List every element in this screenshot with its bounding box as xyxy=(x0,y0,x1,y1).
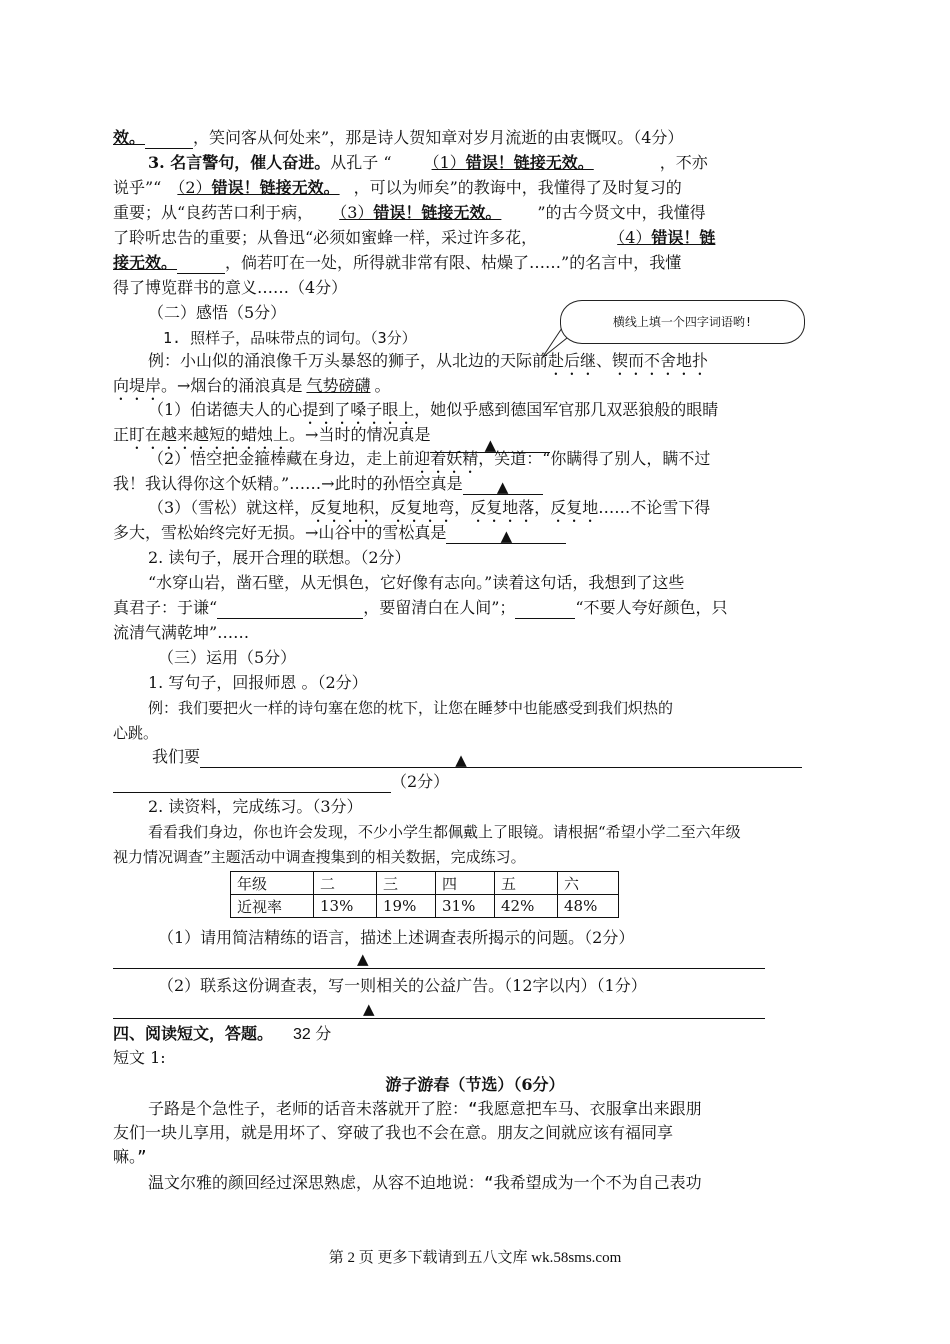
hint-bubble: 横线上填一个四字词语哟! xyxy=(560,300,805,344)
dotted-text: 反复地积 xyxy=(310,498,375,517)
poem-text: ，笑问客从何处来”，那是诗人贺知章对岁月流逝的由衷慨叹。（4分） xyxy=(193,128,684,147)
q3-text: ，不亦 xyxy=(659,153,708,172)
dotted-text: 反复地 xyxy=(550,498,599,517)
table-cell: 48% xyxy=(558,895,619,918)
answer-blank[interactable] xyxy=(177,255,225,274)
dotted-text: 向堤岸 xyxy=(113,376,162,395)
q3-text: ”的古今贤文中，我懂得 xyxy=(537,203,706,222)
q3-text: 重要；从“良药苦口利于病， xyxy=(113,203,314,222)
item-text: ，她似乎感到德国军官那几双恶狼般的眼睛 xyxy=(414,400,719,419)
item-text: ， xyxy=(374,498,391,517)
blank-1[interactable] xyxy=(392,153,660,172)
triangle-marker: ▲ xyxy=(363,1000,375,1018)
table-cell: 二 xyxy=(314,872,377,895)
sub-question-1: （1）请用简洁精练的语言，描述上述调查表所揭示的问题。（2分） xyxy=(158,928,635,947)
example-answer: 气势磅礴 xyxy=(306,376,371,395)
q1-prompt: 1. 写句子，回报师恩 。（2分） xyxy=(148,673,368,692)
error-text: 效。 xyxy=(113,128,146,147)
we-line xyxy=(152,746,802,768)
table-row xyxy=(231,895,619,918)
q2-text: ，要留清白在人间”； xyxy=(363,598,516,617)
blank-number: （1） xyxy=(431,153,466,172)
triangle-marker: ▲ xyxy=(484,436,497,454)
q1-prompt: 1. 照样子，品味带点的词句。（3分） xyxy=(163,329,417,347)
q3-heading: 3. 名言警句，催人奋进。 xyxy=(148,153,331,172)
error-text: 错误！链 xyxy=(651,228,716,247)
dotted-text: 迎着妖精 xyxy=(414,449,479,468)
item-text: 正 xyxy=(113,425,130,444)
table-cell: 六 xyxy=(558,872,619,895)
error-text: 接无效。 xyxy=(113,253,178,272)
section-title: 四、阅读短文，答题。 xyxy=(113,1024,274,1043)
dotted-text: 盯在越来越短的蜡烛上 xyxy=(129,425,290,444)
passage-line: 子路是个急性子，老师的话音未落就开了腔：“我愿意把车马、衣服拿出来跟朋 xyxy=(148,1099,702,1118)
score-text: （2分） xyxy=(391,772,450,791)
table-cell: 42% xyxy=(495,895,558,918)
blank-2[interactable] xyxy=(161,178,353,197)
q3-line-2 xyxy=(113,177,682,199)
answer-line[interactable] xyxy=(113,1018,765,1019)
we-text: 我们要 xyxy=(152,747,201,766)
item-text: ……不论雪下得 xyxy=(598,498,711,517)
table-cell: 近视率 xyxy=(231,895,314,918)
item-3-line-2 xyxy=(113,522,566,544)
blank-number: （2） xyxy=(177,178,212,197)
example-line-1: 例：我们要把火一样的诗句塞在您的枕下，让您在睡梦中也能感受到我们炽热的 xyxy=(148,699,674,717)
item-text: 多大，雪松始终完好无损。→山谷中的雪松真是 xyxy=(113,523,447,542)
q3-text: ，可以为师矣”的教诲中，我懂得了及时复习的 xyxy=(353,178,682,197)
item-2-line-2 xyxy=(113,473,543,495)
q2-line-3: 流清气满乾坤”…… xyxy=(113,623,250,642)
answer-line[interactable] xyxy=(113,968,765,969)
table-cell: 31% xyxy=(436,895,495,918)
passage-line: 温文尔雅的颜回经过深思熟虑，从容不迫地说：“我希望成为一个不为自己表功 xyxy=(148,1173,702,1192)
section-score: 32 分 xyxy=(293,1026,332,1043)
q2-text: “不要人夸好颜色，只 xyxy=(575,598,728,617)
item-text: ，笑道：“你瞒得了别人，瞒不过 xyxy=(478,449,711,468)
dotted-text: 反复地弯 xyxy=(390,498,455,517)
blank-4[interactable] xyxy=(537,228,715,247)
q3-text: 从孔子 “ xyxy=(330,153,392,172)
passage-line: 友们一块儿享用，就是用坏了、穿破了我也不会在意。朋友之间就应该有福同享 xyxy=(113,1123,674,1142)
triangle-marker: ▲ xyxy=(500,527,513,545)
q3-line-5 xyxy=(113,252,681,274)
we-line-2 xyxy=(113,771,449,793)
q3-text: 了聆听忠告的重要；从鲁迅“必须如蜜蜂一样，采过许多花， xyxy=(113,228,538,247)
q3-line-3 xyxy=(113,202,706,224)
passage-line: 嘛。” xyxy=(113,1147,147,1166)
dotted-text: 赴后继、锲而不舍地扑 xyxy=(548,351,709,370)
q3-text: 说乎”“ xyxy=(113,178,162,197)
material-line-2: 视力情况调查”主题活动中调查搜集到的相关数据，完成练习。 xyxy=(113,848,526,866)
answer-blank[interactable] xyxy=(446,525,566,544)
answer-blank[interactable] xyxy=(515,600,575,619)
poem-line xyxy=(113,127,683,149)
table-header-row xyxy=(231,872,619,895)
triangle-marker: ▲ xyxy=(357,950,369,968)
item-text: ， xyxy=(534,498,551,517)
table-cell: 五 xyxy=(495,872,558,895)
survey-table xyxy=(230,871,619,918)
answer-blank[interactable] xyxy=(200,749,802,768)
answer-blank[interactable] xyxy=(217,600,363,619)
item-text: 我！我认得你这个妖精。”……→此时的孙悟空真是 xyxy=(113,474,463,493)
item-text: （2）悟空把金箍棒藏在身边，走上前 xyxy=(148,449,415,468)
dotted-text: 反复地落 xyxy=(470,498,535,517)
passage-title: 游子游春（节选）（6分） xyxy=(385,1075,565,1094)
triangle-marker: ▲ xyxy=(496,478,509,496)
table-cell: 19% xyxy=(377,895,436,918)
q2-text: 真君子：于谦“ xyxy=(113,598,218,617)
q3-line-1 xyxy=(148,152,708,174)
q2-prompt: 2. 读句子，展开合理的联想。（2分） xyxy=(148,548,411,567)
sub-question-2: （2）联系这份调查表，写一则相关的公益广告。（12字以内）（1分） xyxy=(158,976,647,995)
item-text: 。→当时的情况真是 xyxy=(289,425,431,444)
blank-3[interactable] xyxy=(313,203,537,222)
q3-line-4 xyxy=(113,227,715,249)
example-text: 例：小山似的涌浪像千万头暴怒的狮子，从北边的天际前 xyxy=(148,351,549,370)
error-text: 错误！链接无效。 xyxy=(465,153,594,172)
table-cell: 年级 xyxy=(231,872,314,895)
dotted-text: 提到了嗓子眼上 xyxy=(302,400,415,419)
table-cell: 四 xyxy=(436,872,495,895)
item-text: （3）（雪松）就这样， xyxy=(148,498,311,517)
blank-number: （4） xyxy=(617,228,652,247)
answer-blank[interactable] xyxy=(463,476,543,495)
material-line-1: 看看我们身边，你也许会发现，不少小学生都佩戴上了眼镜。请根据“希望小学二至六年级 xyxy=(148,823,741,841)
table-cell: 三 xyxy=(377,872,436,895)
q2-line-1: “水穿山岩，凿石壁，从无惧色，它好像有志向。”读着这句话，我想到了这些 xyxy=(148,573,685,592)
section-4-heading xyxy=(113,1023,331,1046)
page-footer: 第 2 页 更多下载请到五八文库 wk.58sms.com xyxy=(328,1250,622,1266)
example-text: 。 xyxy=(374,376,391,395)
error-text: 错误！链接无效。 xyxy=(373,203,502,222)
item-text: （1）伯诺德夫人的心 xyxy=(148,400,303,419)
passage-label: 短文 1: xyxy=(113,1048,166,1067)
item-text: ， xyxy=(454,498,471,517)
example-line-2: 心跳。 xyxy=(113,724,159,742)
q3-text: ，倘若叮在一处，所得就非常有限、枯燥了……”的名言中，我懂 xyxy=(225,253,682,272)
example-text: 。→烟台的涌浪真是 xyxy=(161,376,303,395)
answer-blank[interactable] xyxy=(113,774,391,793)
q2-line-2 xyxy=(113,597,728,619)
q3-line-6: 得了博览群书的意义……（4分） xyxy=(113,278,348,297)
q2-prompt: 2. 读资料，完成练习。（3分） xyxy=(148,797,363,816)
section-heading: （三）运用（5分） xyxy=(158,648,297,667)
answer-blank[interactable] xyxy=(145,130,193,149)
triangle-marker: ▲ xyxy=(455,751,467,769)
table-cell: 13% xyxy=(314,895,377,918)
section-heading: （二）感悟（5分） xyxy=(148,303,287,322)
blank-number: （3） xyxy=(339,203,374,222)
error-text: 错误！链接无效。 xyxy=(211,178,340,197)
